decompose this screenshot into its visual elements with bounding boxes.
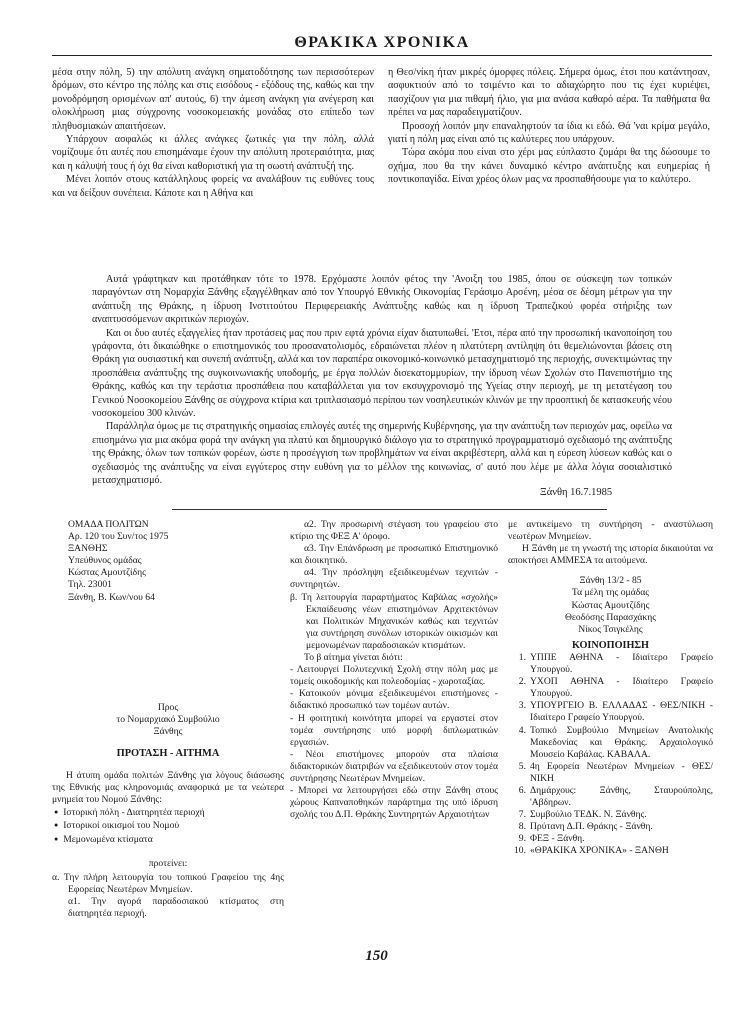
sender-line: Υπεύθυνος ομάδας [68, 555, 142, 567]
sender-line: Ξάνθη, Β. Κων/νου 64 [68, 591, 155, 603]
paragraph: Παράλληλα όμως με τις στρατηγικής σημασίας επιλογές αυτές της σημερινής Κυβέρνησης, για την ανάπτυξη των περιοχών μας, οφείλω να επισημάνω για μια ακόμα φορά την ανάγκη για πλατύ και δημιουργικό διάλογο για το στρατηγικό προγραμματισμό σχεδιασμό της ανάπτυξης της Θράκης, όλων των τοπικών φορέων, ώστε η προσέγγιση των προβλημάτων να είναι ακριβέστερη, αλλά και η εύρεση λύσεων καθώς και ο σχεδιασμός της ανάπτυξης να είναι εγγύτερος στην ευθύνη για το μέλλον της κοινωνίας, σ' αυτό που λέμε με άλλα λόγια σοσιαλιστικό μετασχηματισμό. [92, 421, 672, 487]
proposal-item: α2. Την προσωρινή στέγαση του γραφείου στο κτίριο της ΦΕΞ Α' όροφο. [290, 519, 498, 543]
section-divider [172, 509, 607, 510]
header-rule [52, 55, 712, 56]
proposal-intro: Η άτυπη ομάδα πολιτών Ξάνθης για λόγους διάσωσης της Εθνικής μας κληρονομιάς αναφορικά με τα νεώτερα μνημεία του Νομού Ξάνθης: [52, 770, 284, 806]
member-name: Θεοδόσης Παρασχάκης [564, 611, 657, 623]
paragraph: Υπάρχουν ασφαλώς κι άλλες ανάγκες ζωτικές για την πόλη, αλλά νομίζουμε ότι αυτές που επισημάναμε έχουν την απόλυτη προτεραιότητα, μιας και η κάλυψή τους ή όχι θα είναι καθοριστική για τη σωστή ανάπτυξή της. [52, 134, 374, 172]
proposal-item: α1. Την αγορά παραδοσιακού κτίσματος στη διατηρητέα περιοχή. [68, 895, 284, 919]
letter-column-3 [508, 519, 713, 858]
reason-item: - Η φοιτητική κοινότητα μπορεί να εργαστεί στον τομέα συντήρησης υπό μορφή διπλωματικών εργασιών. [290, 712, 498, 748]
paragraph: με αντικείμενο τη συντήρηση - αναστύλωση νεωτέρων Μνημείων. [508, 519, 713, 543]
cc-item: 6. Δημάρχους: Ξάνθης, Σταυρούπολης, 'Αβδηρων. [518, 784, 713, 809]
cc-item: 9. ΦΕΞ - Ξάνθη. [518, 833, 585, 845]
members-intro: Τα μέλη της ομάδας [571, 587, 650, 599]
reason-item: - Μπορεί να λειτουργήσει εδώ στην Ξάνθη στους χώρους Καπναποθηκών παράρτημα της υπό ίδρυση σχολής του Δ.Π. Θράκης Συντηρητών Αρχαιοτήτων [290, 785, 498, 821]
letter-column-2 [290, 519, 498, 821]
sender-line: ΞΑΝΘΗΣ [68, 543, 108, 555]
signoff-date: Ξάνθη 16.7.1985 [540, 487, 613, 498]
top-right-column [388, 66, 710, 187]
proposal-item: α. Την πλήρη λειτουργία του τοπικού Γραφείου της 4ης Εφορείας Νεωτέρων Μνημείων. [52, 871, 284, 895]
cc-item: 10. «ΘΡΑΚΙΚΑ ΧΡΟΝΙΚΑ» - ΞΑΝΘΗ [514, 845, 669, 857]
bullet-item: ● Ιστορική πόλη - Διατηρητέα περιοχή [52, 806, 284, 819]
running-header: ΘΡΑΚΙΚΑ ΧΡΟΝΙΚΑ [294, 34, 470, 51]
member-name: Κώστας Αμουτζίδης [571, 599, 650, 611]
paragraph: μέσα στην πόλη, 5) την απόλυτη ανάγκη σηματοδότησης των περισσότερων δρόμων, στο κέντρο της πόλης και στις εισόδους - εξόδους της, καθώς και την μονοδρόμηση ορισμένων απ' αυτούς, 6) την άμεση ανάγκη για ανέγερση και ολοκλήρωση μιας σύγχρονης νοσοκομειακής μονάδας στο επίπεδο των πληθυσμιακών απαιτήσεων. [52, 67, 374, 132]
bullet-item: ● Ιστορικοί οικισμοί του Νομού [52, 819, 284, 832]
cc-title: ΚΟΙΝΟΠΟΙΗΣΗ [572, 639, 649, 651]
page-number: 150 [365, 948, 388, 964]
sender-line: ΟΜΑΔΑ ΠΟΛΙΤΩΝ [68, 519, 149, 530]
paragraph: Προσοχή λοιπόν μην επαναληφτούν τα ίδια κι εδώ. Θά 'ναι κρίμα μεγάλο, γιατί η πόλη μας είναι από τις καλύτερες που υπάρχουν. [388, 120, 710, 146]
top-left-column [52, 66, 374, 200]
proposes-label: προτείνει: [148, 857, 188, 869]
reason-item: - Λειτουργεί Πολυτεχνική Σχολή στην πόλη μας με τομείς οικοδομικής και πολεοδομίας - χωροταξίας. [290, 664, 498, 688]
cc-list [508, 652, 713, 858]
letter-column-1 [52, 519, 284, 920]
proposal-title: ΠΡΟΤΑΣΗ - ΑΙΤΗΜΑ [116, 747, 220, 759]
paragraph: Και οι δυο αυτές εξαγγελίες ήταν προτάσεις μας που πριν εφτά χρόνια είχαν διατυπωθεί. 'Ετσι, πέρα από την προσωπική ικανοποίηση του γράφοντα, ότι δικαιώθηκε ο επιστημονικός του προσανατολισμός, εδραιώνεται πλέον η πλατύτερη αντίληψη ότι θεμελιώνονται βάσεις στη Θράκη για ουσιαστική και συνεπή ανάπτυξη, αλλά και τον παραπέρα οικονομικό-κοινωνικό μετασχηματισμό της περιοχής, συνεκτιμώντας την προσπάθεια ανάπτυξης της συγκοινωνιακής υποδομής, με έργα πολλών δισεκατομμυρίων, την ίδρυση νέων Σχολών στο Πανεπιστήμιο της Θράκης, καθώς και την τεράστια προσπάθεια που καταβάλλεται για τον εκσυγχρονισμό της Υγείας στην περιοχή, με τη μετατέγαση του Γενικού Νοσοκομείου Ξάνθης σε σύγχρονα κτίρια και τριπλασιασμό περίπου των νοσηλευτικών κλινών με την προοπτική δε κατασκευής νέου νοσοκομείου 300 κλινών. [92, 327, 672, 420]
paragraph: η Θεσ/νίκη ήταν μικρές όμορφες πόλεις. Σήμερα όμως, έτσι που κατάντησαν, ασφυκτιούν από το τσιμέντο και το αδιαχώρητο που τις έχει κυριέψει, πασχίζουν για μια πιθαμή ήλιο, για μια ανάσα καθαρό αέρα. Τα παθήματα θα πρέπει να μας παραδειγματίζουν. [388, 67, 710, 119]
letter-date: Ξάνθη 13/2 - 85 [579, 575, 642, 587]
recipient [52, 702, 284, 738]
recipient-line: το Νομαρχιακό Συμβούλιο [116, 713, 220, 725]
sender-line: Αρ. 120 του Συν/τος 1975 [68, 531, 169, 543]
letter-header [52, 519, 284, 604]
cc-item: 4. Τοπικό Συμβούλιο Μνημείων Ανατολικής Μακεδονίας και Θράκης. Αρχαιολογικό Μουσείο Καβάλας. ΚΑΒΑΛΑ. [518, 724, 713, 760]
reason-item: - Κατοικούν μόνιμα εξειδικευμένοι επιστήμονες - διδακτικό προσωπικό των τομέων αυτών. [290, 688, 498, 712]
recipient-line: Προς [157, 701, 179, 713]
cc-item: 8. Πρύτανη Δ.Π. Θράκης - Ξάνθη. [518, 821, 653, 833]
paragraph: Αυτά γράφτηκαν και προτάθηκαν τότε το 1978. Ερχόμαστε λοιπόν φέτος την 'Ανοιξη του 1985, όπου σε σύσκεψη των τοπικών παραγόντων στη Νομαρχία Ξάνθης εξαγγέλθηκαν από τον Υπουργό Εθνικής Οικονομίας Γεράσιμο Αρσένη, μέσα σε δέσμη μέτρων για την ανάπτυξη της Θράκης, η ίδρυση Ινστιτούτου Περιφερειακής Ανάπτυξης καθώς και η ίδρυση Τραπεζικού φορέα στήριξης των αναπτυσσόμενων ακριτικών περιοχών. [92, 274, 672, 326]
paragraph: Μένει λοιπόν στους κατάλληλους φορείς να αναλάβουν τις ευθύνες τους και να δείξουν συνέπεια. Κάποτε και η Αθήνα και [52, 174, 374, 199]
sender-line: Τηλ. 23001 [68, 579, 112, 591]
wide-text-block [92, 273, 672, 488]
cc-item: 2. ΥΧΟΠ ΑΘΗΝΑ - Ιδιαίτερο Γραφείο Υπουργού. [518, 676, 713, 700]
proposal-item: α4. Την πρόσληψη εξειδικευμένων τεχνιτών - συντηρητών. [290, 567, 498, 591]
proposal-item: β. Τη λειτουργία παραρτήματος Καβάλας «σχολής» Εκπαίδευσης νέων επιστημόνων Αρχιτεκτόνων και Πολιτικών Μηχανικών καθώς και τεχνιτών για συντήρηση συνόλων ιστορικών οικισμών και μεμονωμένων παραδοσιακών κτισμάτων. [290, 591, 498, 651]
cc-item: 7. Συμβούλιο ΤΕΔΚ. Ν. Ξάνθης. [518, 809, 647, 821]
bullet-item: ● Μεμονωμένα κτίσματα [52, 833, 284, 846]
bullet-list [52, 806, 284, 845]
cc-item: 1. ΥΠΠΕ ΑΘΗΝΑ - Ιδιαίτερο Γραφείο Υπουργού. [518, 651, 713, 676]
cc-item: 3. ΥΠΟΥΡΓΕΙΟ Β. ΕΛΛΑΔΑΣ - ΘΕΣ/ΝΙΚΗ - Ιδιαίτερο Γραφείο Υπουργού. [518, 700, 713, 724]
paragraph: Η Ξάνθη με τη γνωστή της ιστορία δικαιούται να αποκτήσει ΑΜΜΕΣΑ τα αιτούμενα. [508, 543, 713, 567]
reason-item: - Νέοι επιστήμονες μπορούν στα πλαίσια διδακτορικών διατριβών να εξειδικευτούν στον τομέα συντήρησης Νεωτέρων Μνημείων. [290, 748, 498, 784]
reason-intro: Το β αίτημα γίνεται διότι: [304, 652, 403, 664]
paragraph: Τώρα ακόμα που είναι στο χέρι μας εύπλαστο ζυμάρι θα της δώσουμε το σχήμα, που θα την κάνει δυναμικό κέντρο ανάπτυξης και ευημερίας ή ποντικοπαγίδα. Είναι χρέος όλων μας να προσπαθήσουμε για το καλύτερο. [388, 147, 710, 186]
member-name: Νίκος Τσιγκέλης [578, 623, 643, 635]
cc-item: 5. 4η Εφορεία Νεωτέρων Μνημείων - ΘΕΣ/ΝΙΚΗ [518, 760, 713, 784]
proposal-item: α3. Την Επάνδρωση με προσωπικό Επιστημονικό και διοικητικό. [290, 543, 498, 567]
sender-line: Κώστας Αμουτζίδης [68, 567, 146, 579]
recipient-line: Ξάνθης [153, 725, 183, 737]
